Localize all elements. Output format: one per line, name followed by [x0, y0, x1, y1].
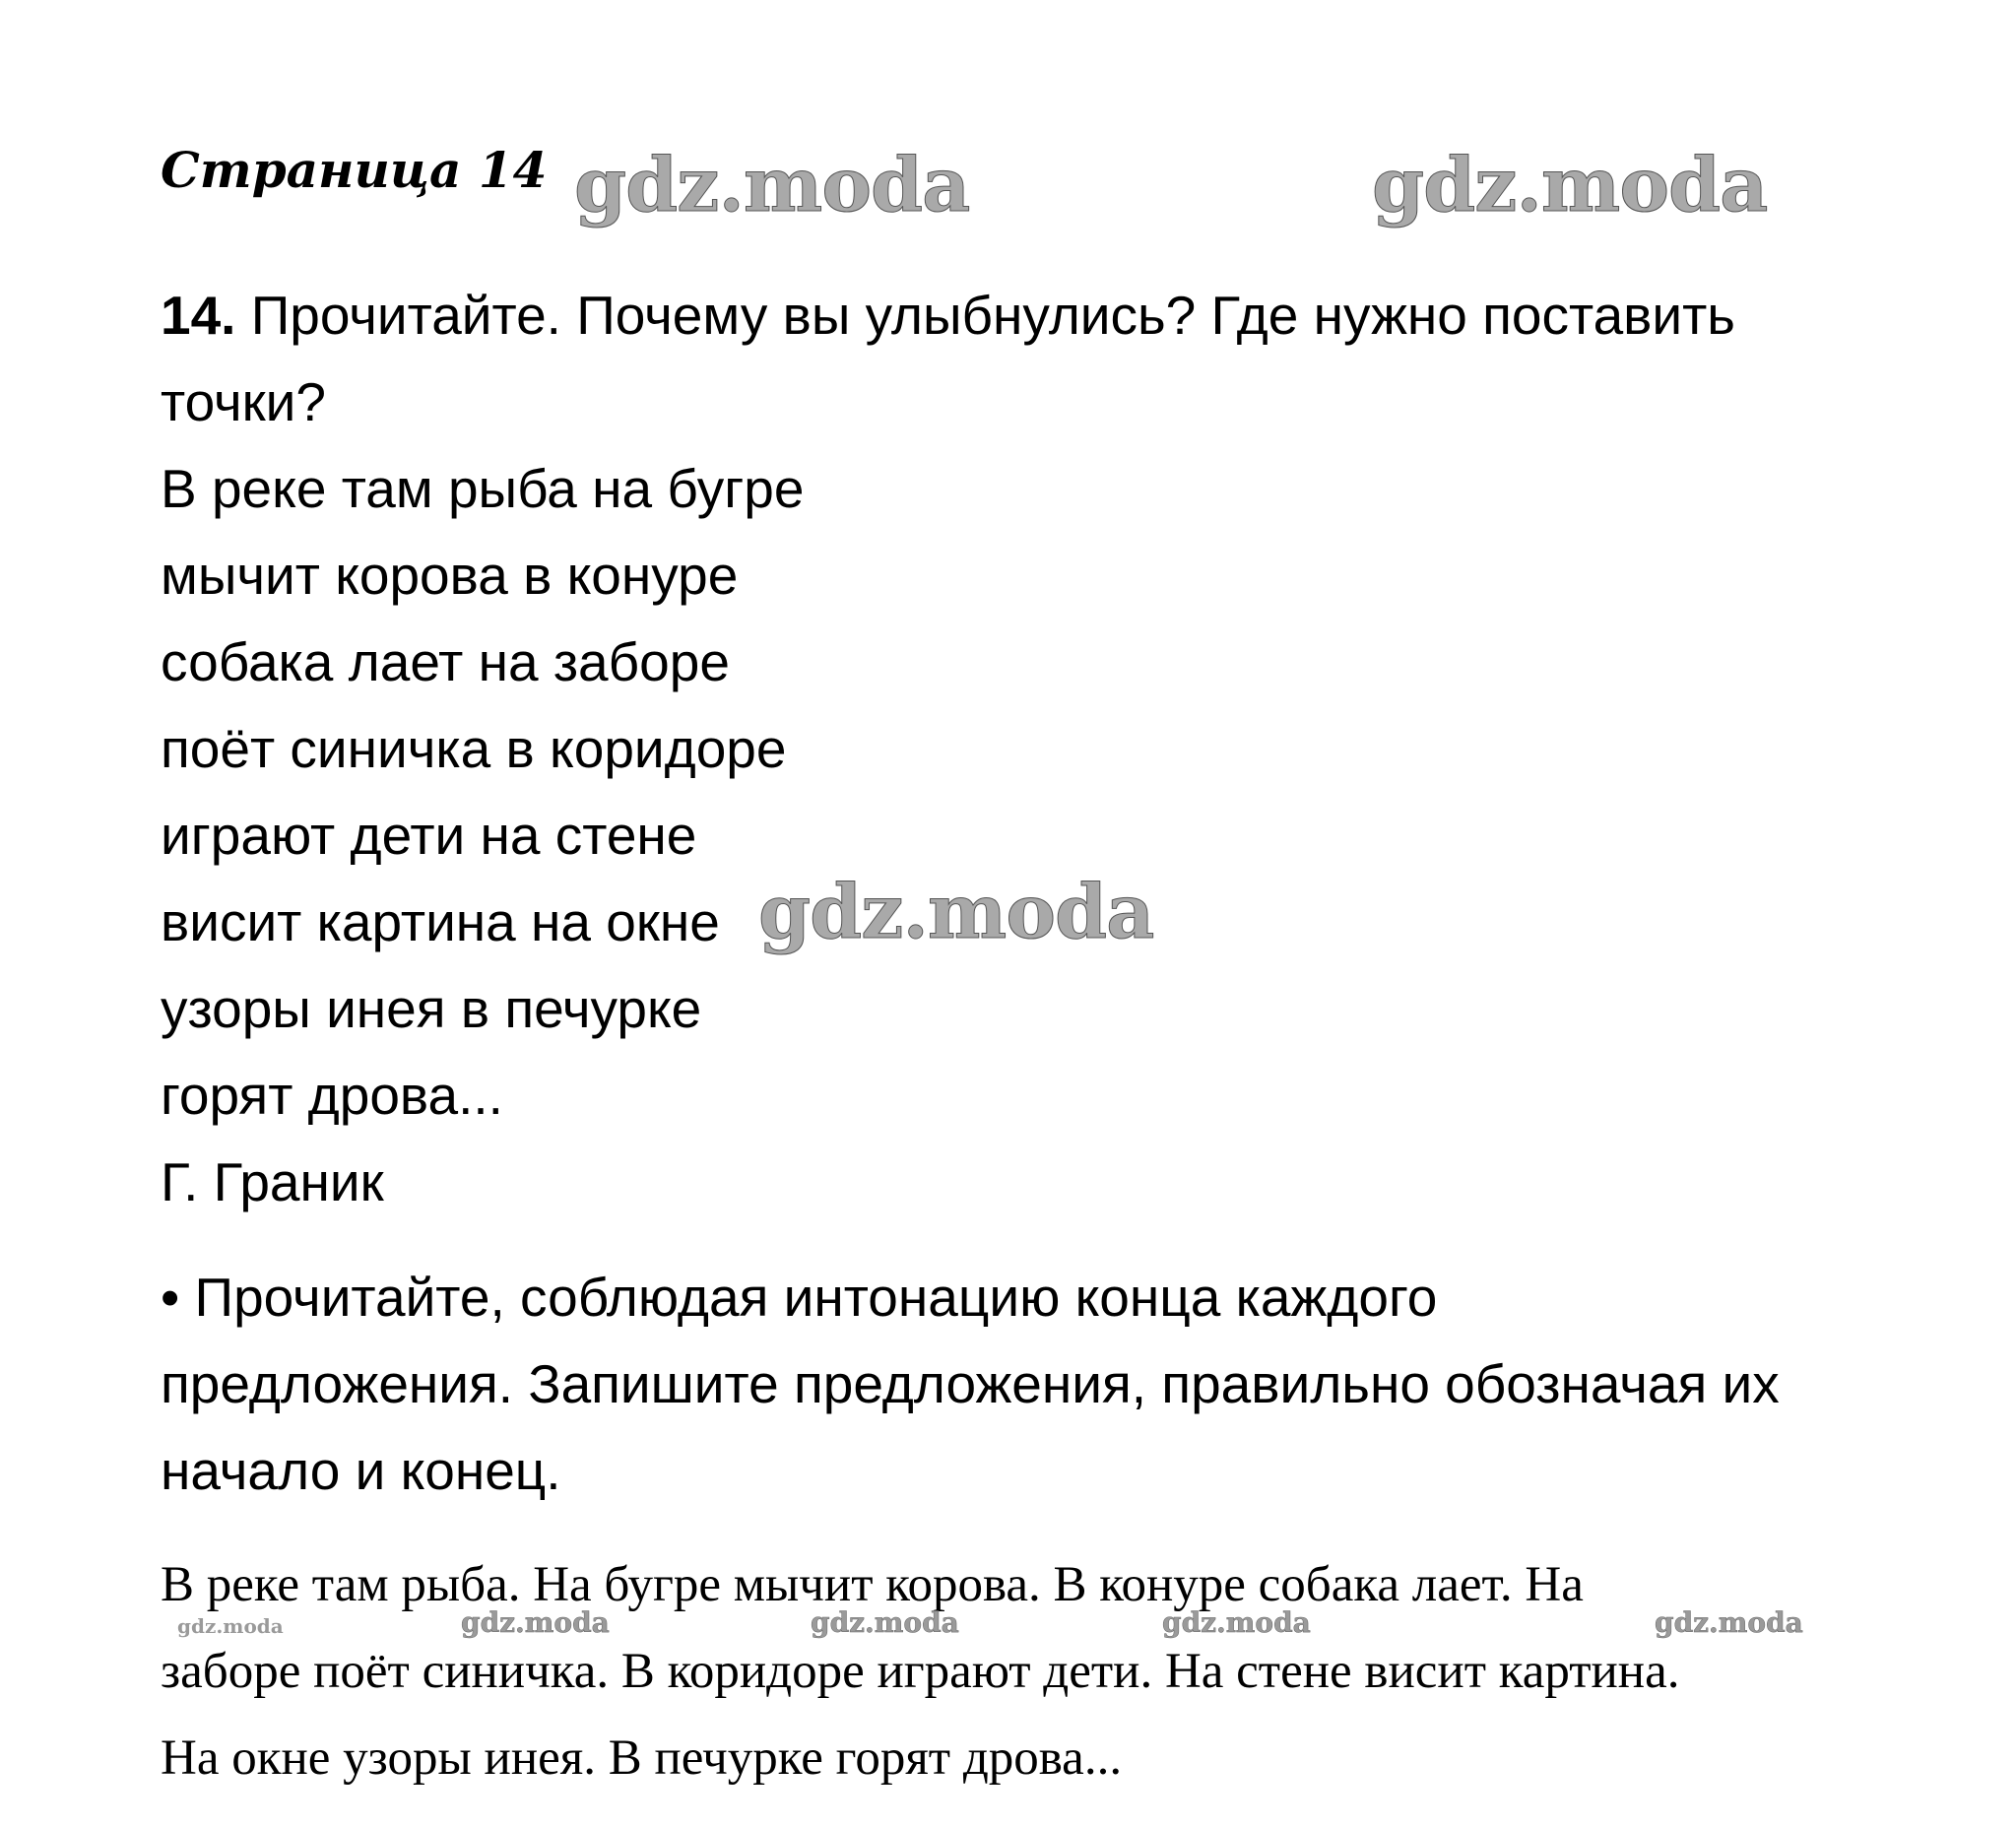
watermark: gdz.moda [1655, 1606, 1803, 1639]
page-title: Страница 14 [161, 141, 548, 199]
instruction-line: • Прочитайте, соблюдая интонацию конца каждого [161, 1267, 1438, 1328]
poem-line: узоры инея в печурке [161, 978, 702, 1039]
instruction-line: начало и конец. [161, 1440, 561, 1501]
instruction [161, 1254, 1780, 1514]
answer-line: В реке там рыба. На бугре мычит корова. В конуре собака лает. На [161, 1557, 1584, 1612]
task-text-line-1: Прочитайте. Почему вы улыбнулись? Где нужно поставить [235, 285, 1735, 346]
answer-line: На окне узоры инея. В печурке горят дрова... [161, 1730, 1123, 1786]
poem-line: В реке там рыба на бугре [161, 458, 805, 519]
task-number: 14. [161, 285, 236, 346]
poem-line: мычит корова в конуре [161, 545, 739, 606]
poem-line: играют дети на стене [161, 805, 697, 866]
poem-line: собака лает на заборе [161, 631, 730, 692]
task-prompt [161, 272, 1735, 445]
answer-line: заборе поёт синичка. В коридоре играют дети. На стене висит картина. [161, 1644, 1680, 1699]
poem-line: висит картина на окне [161, 891, 720, 952]
poem-line: поёт синичка в коридоре [161, 718, 787, 779]
watermark: gdz.moda [461, 1606, 610, 1639]
poem-line: горят дрова... [161, 1065, 503, 1126]
watermark: gdz.moda [574, 141, 970, 228]
poem-author: Г. Граник [161, 1151, 384, 1212]
answer [161, 1541, 1679, 1801]
watermark: gdz.moda [1162, 1606, 1311, 1639]
watermark: gdz.moda [177, 1614, 284, 1638]
poem [161, 445, 804, 1225]
watermark: gdz.moda [811, 1606, 959, 1639]
watermark: gdz.moda [758, 868, 1154, 955]
task-text-line-2: точки? [161, 371, 326, 432]
instruction-line: предложения. Запишите предложения, правильно обозначая их [161, 1353, 1780, 1414]
watermark: gdz.moda [1372, 141, 1768, 228]
